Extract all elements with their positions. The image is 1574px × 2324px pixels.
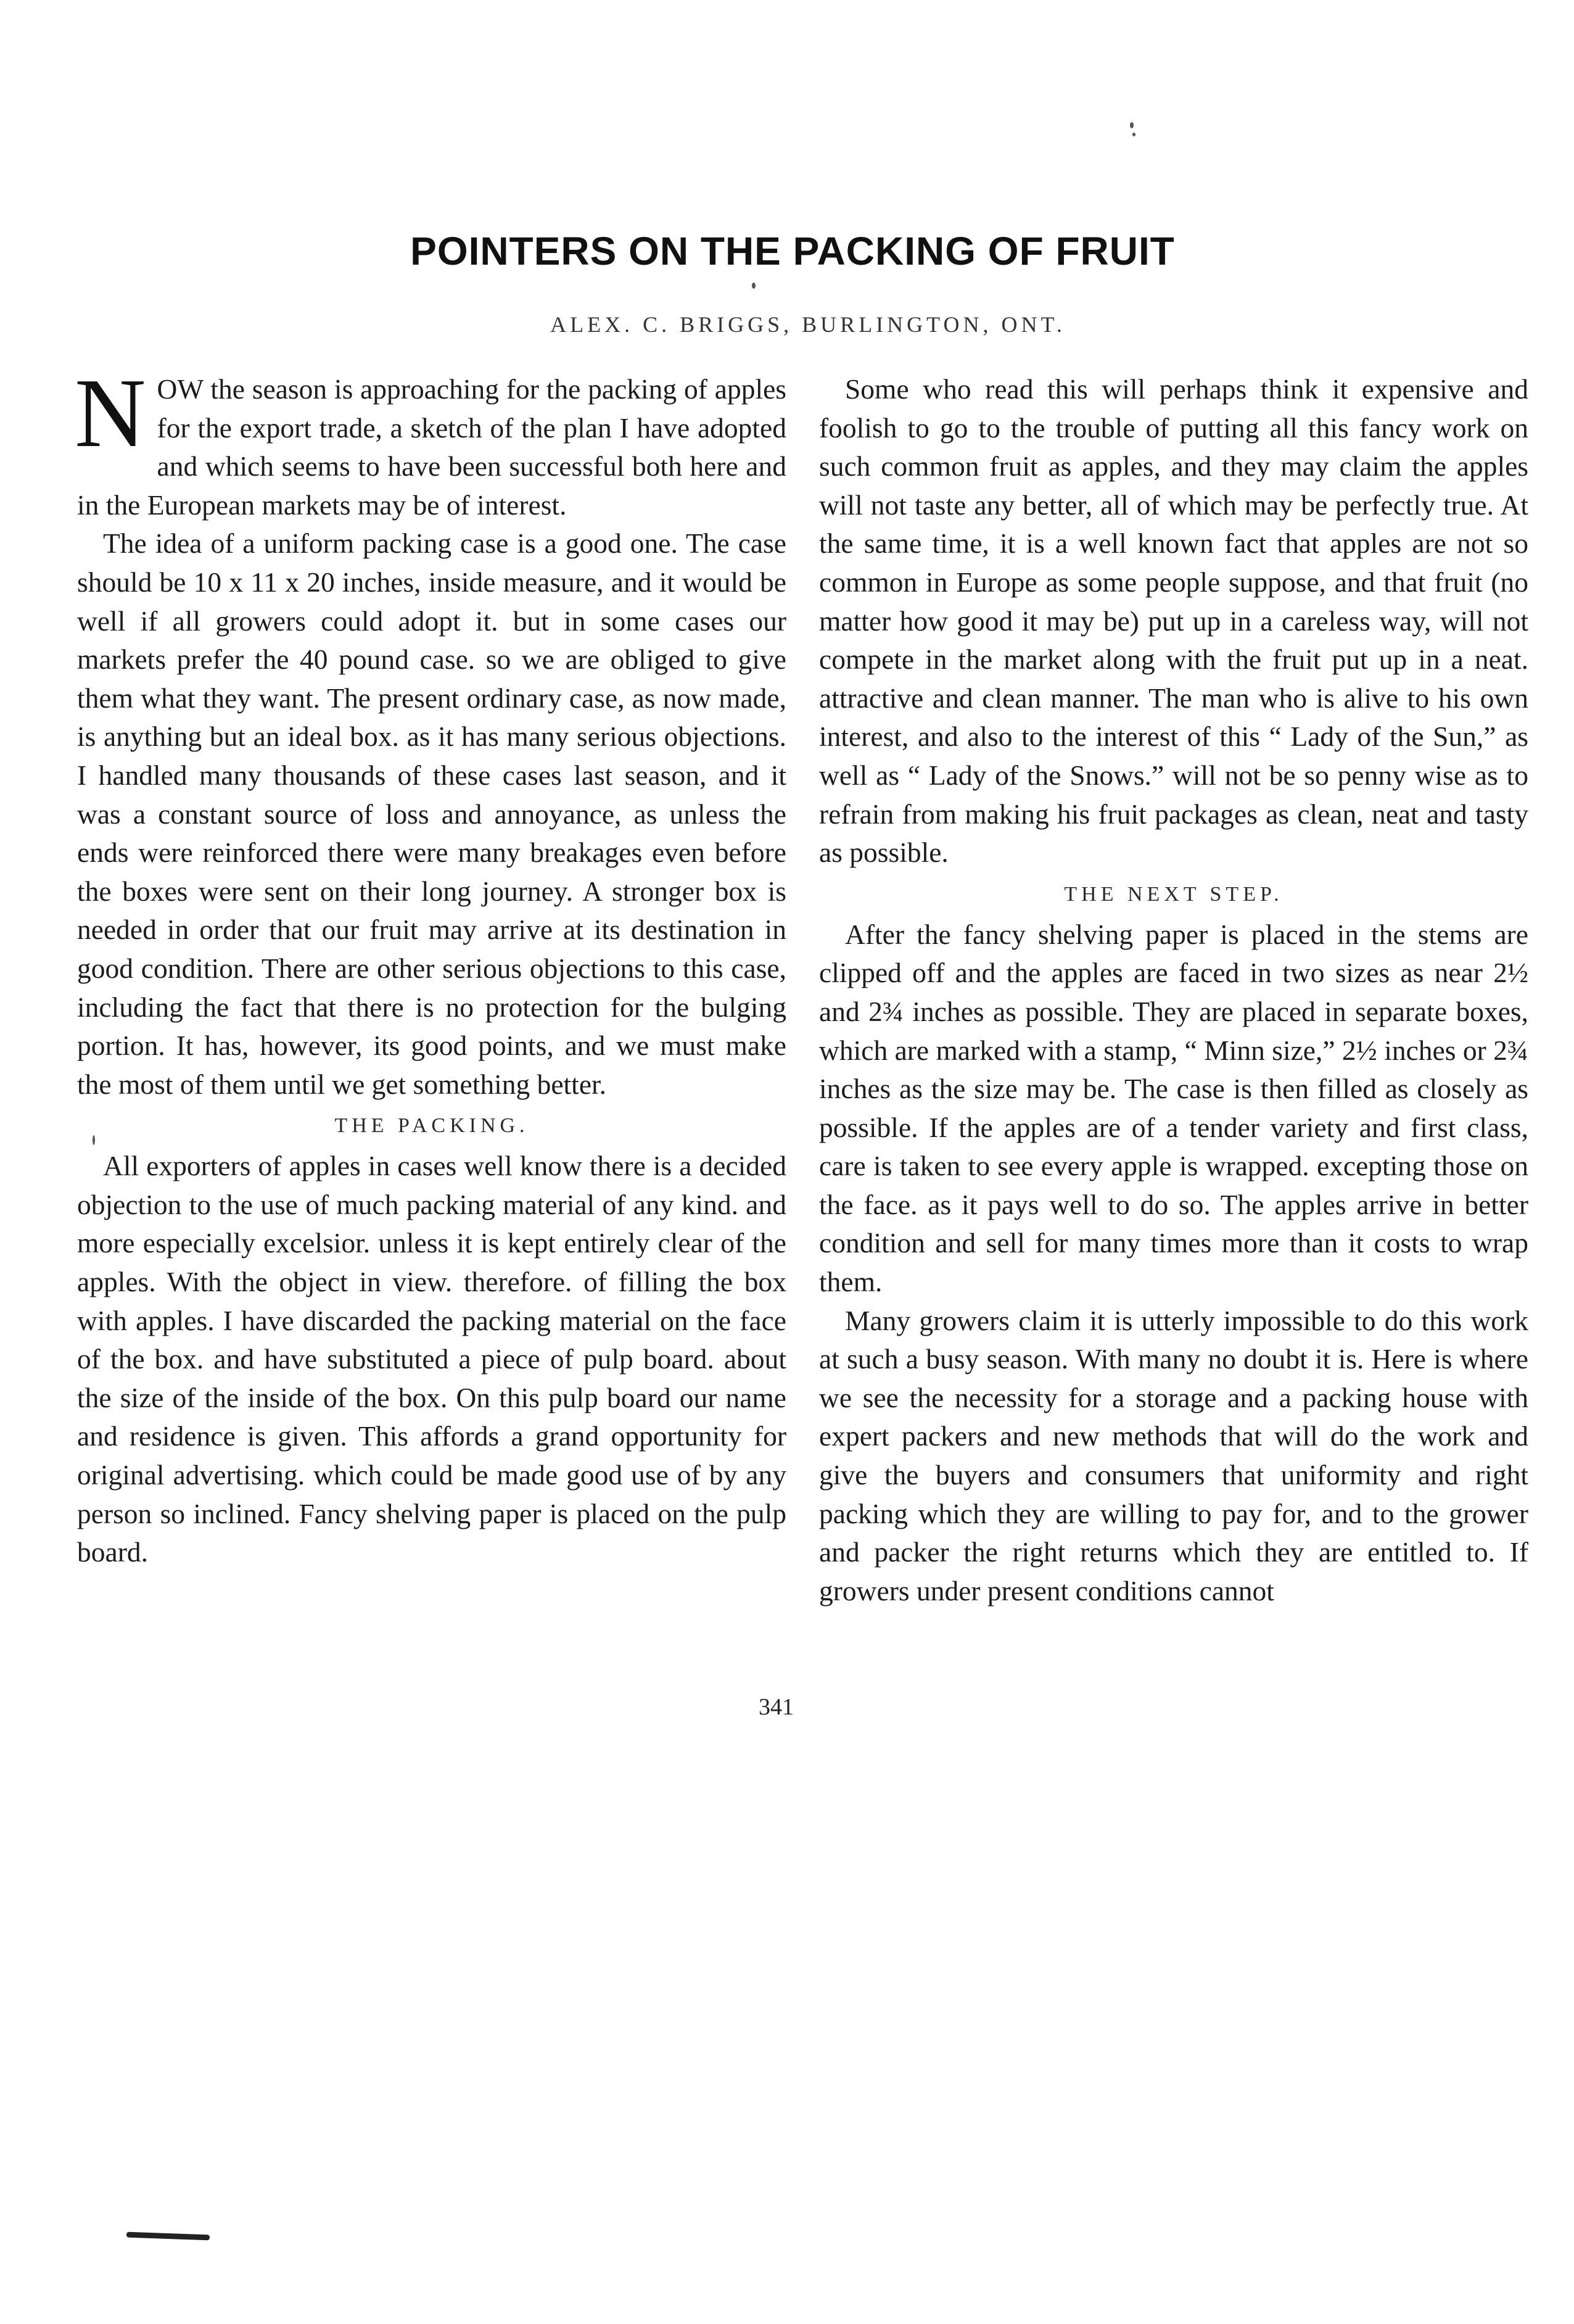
right-paragraph-3: Many growers claim it is utterly impossible to do this work at such a busy season. With many no doubt it is. Here is where we see the necessity for a storage and a packing house with expert packers and new methods that will do the work and give the buyers and consumers that uniformity and right packing which they are willing to pay for, and to the grower and packer the right returns which they are entitled to. If growers under present conditions cannot [819,1304,1528,1607]
right-column [819,370,1528,1610]
left-paragraph-1 [75,358,786,524]
page-number: 341 [759,1694,794,1720]
article-title: POINTERS ON THE PACKING OF FRUIT [410,229,1175,273]
drop-cap: N [75,358,146,468]
article-byline: ALEX. C. BRIGGS, BURLINGTON, ONT. [550,312,1066,337]
print-speck [93,1135,95,1145]
section-heading-packing: THE PACKING. [334,1114,529,1138]
paragraph-text: OW the season is approaching for the packing of apples for the export trade, a sketch of the plan I have adopted and which seems to have been successful both here and in the European markets may be of interest. [77,373,786,521]
left-paragraph-3: All exporters of apples in cases well know there is a decided objection to the use of much packing material of any kind. and more especially excelsior. unless it is kept entirely clear of the apples. With the object in view. therefore. of filling the box with apples. I have discarded the packing material on the face of the box. and have substituted a piece of pulp board. about the size of the inside of the box. On this pulp board our name and residence is given. This affords a grand opportunity for original advertising. which could be made good use of by any person so inclined. Fancy shelving paper is placed on the pulp board. [77,1150,786,1568]
ink-smudge [126,2232,210,2241]
section-heading-next-step: THE NEXT STEP. [1064,882,1284,906]
left-column [75,358,786,1572]
print-speck [1130,122,1134,128]
right-paragraph-1: Some who read this will perhaps think it expensive and foolish to go to the trouble of putting all this fancy work on such common fruit as apples, and they may claim the apples will not taste any better, all of which may be perfectly true. At the same time, it is a well known fact that apples are not so common in Europe as some people suppose, and that fruit (no matter how good it may be) put up in a careless way, will not compete in the market along with the fruit put up in a neat. attractive and clean manner. The man who is alive to his own interest, and also to the interest of this “ Lady of the Sun,” as well as “ Lady of the Snows.” will not be so penny wise as to refrain from making his fruit packages as clean, neat and tasty as possible. [819,373,1528,869]
left-paragraph-2: The idea of a uniform packing case is a good one. The case should be 10 x 11 x 20 inches, inside measure, and it would be well if all growers could adopt it. but in some cases our markets prefer the 40 pound case. so we are obliged to give them what they want. The present ordinary case, as now made, is anything but an ideal box. as it has many serious objections. I handled many thousands of these cases last season, and it was a constant source of loss and annoyance, as unless the ends were reinforced there were many breakages even before the boxes were sent on their long journey. A stronger box is needed in order that our fruit may arrive at its destination in good condition. There are other serious objections to this case, including the fact that there is no protection for the bulging portion. It has, however, its good points, and we must make the most of them until we get something better. [77,527,786,1100]
print-speck [1132,133,1135,136]
right-paragraph-2: After the fancy shelving paper is placed in the stems are clipped off and the apples are faced in two sizes as near 2½ and 2¾ inches as possible. They are placed in separate boxes, which are marked with a stamp, “ Minn size,” 2½ inches or 2¾ inches as the size may be. The case is then filled as closely as possible. If the apples are of a tender variety and first class, care is taken to see every apple is wrapped. excepting those on the face. as it pays well to do so. The apples arrive in better condition and sell for many times more than it costs to wrap them. [819,918,1528,1298]
print-speck [752,283,756,289]
